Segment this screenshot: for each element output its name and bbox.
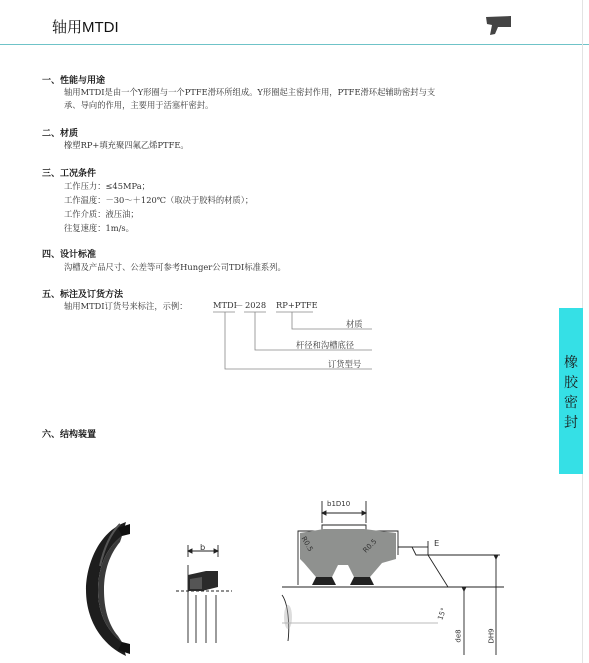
side-tab-char: 胶 [564,375,578,391]
dim-label-radius-left: R0.5 [299,535,315,553]
cross-section-drawing [176,535,240,645]
page-title: 轴用MTDI [52,19,119,36]
seal-ring-illustration [78,518,138,660]
side-tab-char: 密 [564,395,578,411]
order-code-material: RP+PTFE [276,300,318,310]
standard-text: 沟槽及产品尺寸、公差等可参考Hunger公司TDI标准系列。 [64,262,286,272]
dim-label-groove-diameter: DH9 [487,628,496,644]
ordering-intro: 轴用MTDI订货号来标注，示例： [64,301,188,311]
section-heading-usage: 一、性能与用途 [42,76,106,86]
usage-text: 承、导向的作用，主要用于活塞杆密封。 [64,100,214,110]
section-heading-structure: 六、结构装置 [42,430,97,440]
section-heading-conditions: 三、工况条件 [42,169,97,179]
legend-material: 材质 [346,319,363,329]
order-code-model: MTDI [213,300,237,310]
legend-order-model: 订货型号 [328,359,362,369]
dim-label-angle: 15° [436,606,449,622]
material-text: 橡塑RP+填充聚四氟乙烯PTFE。 [64,140,189,150]
legend-rod-groove: 杆径和沟槽底径 [296,340,355,350]
groove-installation-drawing [278,495,510,663]
section-heading-standard: 四、设计标准 [42,250,97,260]
dim-label-radius-right: R0.5 [361,537,379,555]
side-tab-char: 封 [564,415,578,431]
dim-label-e: E [434,538,440,548]
dim-label-rod-diameter: de8 [454,629,463,643]
dim-label-b1: b1D10 [327,500,351,508]
order-code-separator: － [235,301,244,311]
dim-label-b: b [200,542,206,552]
section-heading-ordering: 五、标注及订货方法 [42,290,124,300]
section-heading-material: 二、材质 [42,129,79,139]
usage-text: 轴用MTDI是由一个Y形圈与一个PTFE滑环所组成。Y形圈起主密封作用，PTFE滑环起辅助密封与支 [64,87,436,97]
condition-speed: 往复速度：1m/s。 [64,223,134,233]
side-tab-char: 橡 [564,355,578,371]
order-code-size: 2028 [245,300,267,310]
condition-medium: 工作介质：液压油； [64,209,139,219]
condition-temperature: 工作温度：－30～＋120℃（取决于胶料的材质）； [64,195,254,205]
condition-pressure: 工作压力：≤45MPa； [64,181,150,191]
